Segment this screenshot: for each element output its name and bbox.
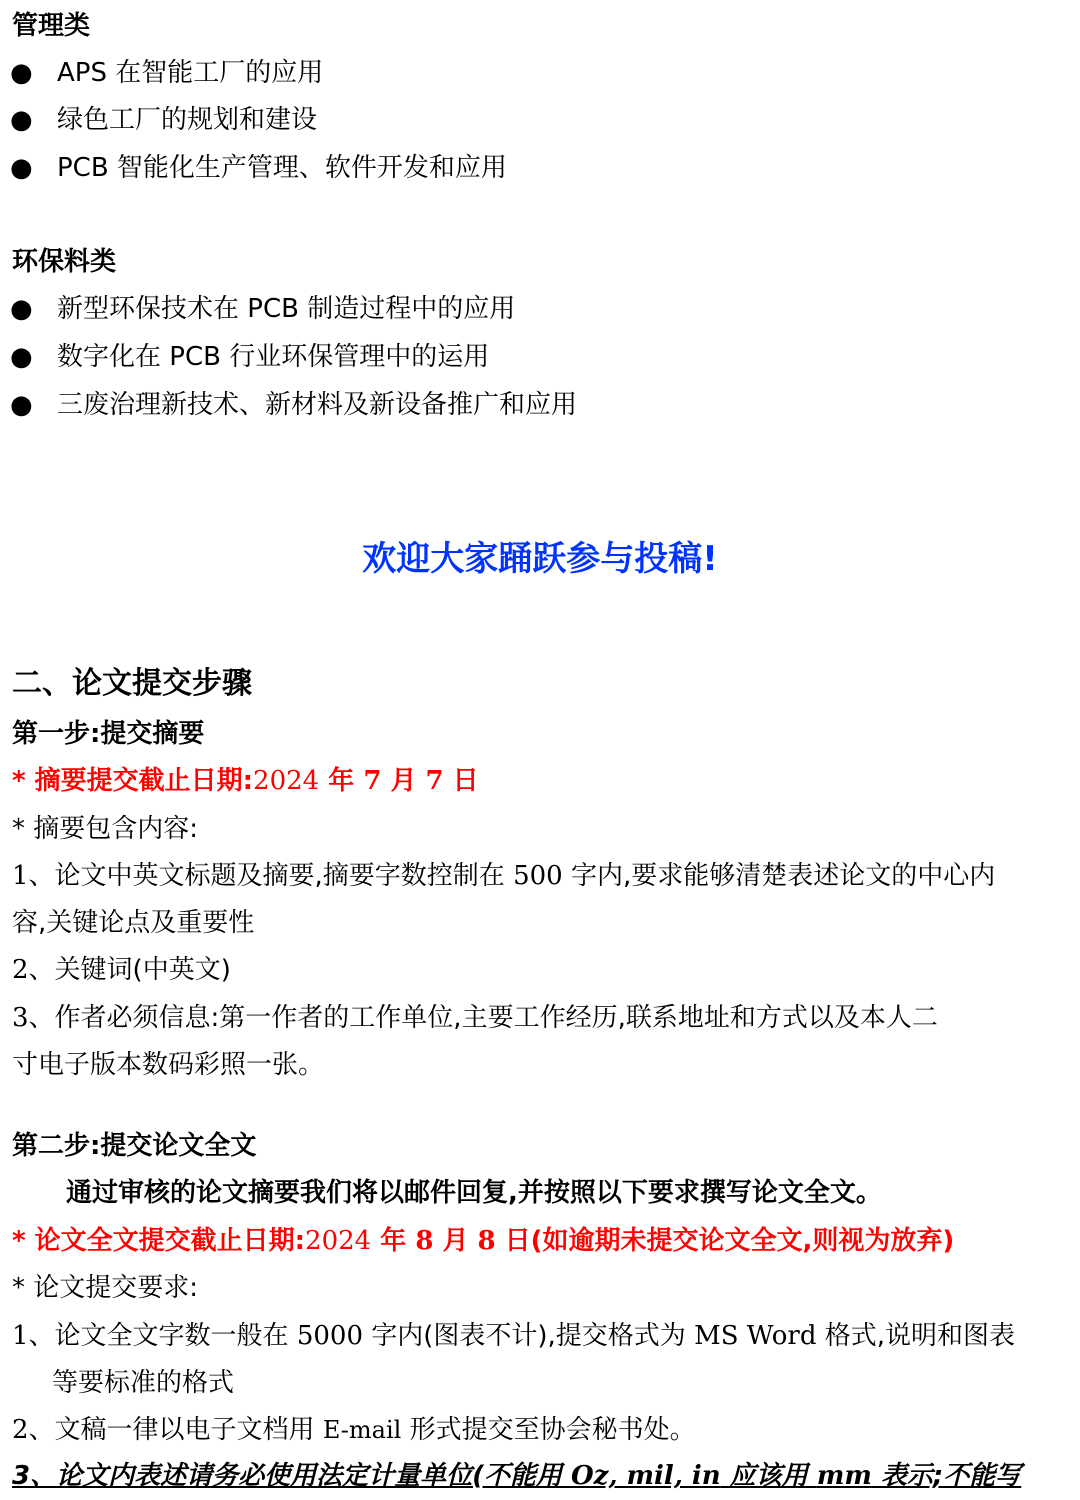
item-text: 、关键词(中英文): [28, 955, 231, 985]
abstract-item-1-cont: 容,关键论点及重要性: [12, 908, 255, 938]
deadline-month: 7: [363, 766, 382, 796]
step1-heading: 第一步:提交摘要: [12, 719, 205, 749]
deadline-text: 年: [319, 766, 364, 796]
req-item-2: [12, 1406, 1064, 1454]
section-heading: 二、论文提交步骤: [12, 666, 252, 701]
item-text: 形式提交至协会秘书处。: [401, 1415, 696, 1445]
item-number: 5000: [296, 1321, 363, 1351]
deadline-year: 2024: [253, 766, 320, 796]
req-item-1-cont: 等要标准的格式: [52, 1368, 235, 1398]
mgmt-item-3: PCB 智能化生产管理、软件开发和应用: [57, 153, 507, 183]
item-text: 、作者必须信息:第一作者的工作单位,主要工作经历,联系地址和方式以及本人二: [28, 1003, 938, 1033]
step2-heading: 第二步:提交论文全文: [12, 1131, 257, 1161]
env-item-2: 数字化在 PCB 行业环保管理中的运用: [57, 342, 490, 372]
item-text: 表示;不能写: [871, 1461, 1022, 1491]
abstract-deadline: [12, 757, 1064, 805]
bullet-icon: ●: [10, 390, 33, 420]
req-item-1: [12, 1312, 1064, 1360]
item-text: 应该用: [720, 1461, 817, 1491]
unit-mm: mm: [816, 1461, 872, 1491]
item-text: 、论文中英文标题及摘要,摘要字数控制在: [28, 861, 514, 891]
deadline-text: 日(如逾期未提交论文全文,则视为放弃): [495, 1226, 955, 1256]
mgmt-item-1: APS 在智能工厂的应用: [57, 58, 324, 88]
item-text: 字内(图表不计),提交格式为: [362, 1321, 695, 1351]
item-number: 2: [12, 1415, 29, 1445]
bullet-icon: ●: [10, 58, 33, 88]
deadline-day: 7: [425, 766, 444, 796]
abstract-contents-label: * 摘要包含内容:: [12, 814, 199, 844]
deadline-day: 8: [477, 1226, 496, 1256]
mgmt-heading: 管理类: [12, 11, 91, 41]
env-heading: 环保料类: [12, 247, 117, 277]
deadline-year: 2024: [305, 1226, 372, 1256]
item-number: 500: [513, 861, 563, 891]
abstract-item-1: [12, 852, 1064, 900]
item-number: 2: [12, 955, 29, 985]
abstract-item-3: [12, 994, 1064, 1042]
bullet-icon: ●: [10, 294, 33, 324]
bullet-icon: ●: [10, 105, 33, 135]
env-item-1: 新型环保技术在 PCB 制造过程中的应用: [57, 294, 516, 324]
welcome-banner: 欢迎大家踊跃参与投稿!: [362, 539, 718, 579]
deadline-text: 年: [371, 1226, 416, 1256]
fulltext-deadline: [12, 1217, 1064, 1265]
deadline-month: 8: [415, 1226, 434, 1256]
item-number: 1: [12, 1321, 29, 1351]
format-name: MS Word: [694, 1321, 817, 1351]
deadline-text: 日: [443, 766, 479, 796]
bullet-icon: ●: [10, 342, 33, 372]
deadline-text: 月: [433, 1226, 478, 1256]
item-number: 3: [12, 1003, 29, 1033]
bullet-icon: ●: [10, 153, 33, 183]
step2-intro: 通过审核的论文摘要我们将以邮件回复,并按照以下要求撰写论文全文。: [66, 1178, 882, 1208]
item-text: 格式,说明和图表: [816, 1321, 1015, 1351]
abstract-item-3-cont: 寸电子版本数码彩照一张。: [12, 1050, 325, 1080]
abstract-item-2: [12, 946, 1064, 994]
req-label: * 论文提交要求:: [12, 1273, 199, 1303]
mgmt-item-2: 绿色工厂的规划和建设: [57, 105, 318, 135]
env-item-3: 三废治理新技术、新材料及新设备推广和应用: [57, 390, 578, 420]
deadline-label: * 论文全文提交截止日期:: [12, 1226, 306, 1256]
item-text: 、论文全文字数一般在: [28, 1321, 297, 1351]
unit-list: Oz, mil, in: [571, 1461, 721, 1491]
item-text: 3、论文内表述请务必使用法定计量单位(不能用: [12, 1461, 572, 1491]
req-item-3: [12, 1452, 1064, 1500]
deadline-text: 月: [381, 766, 426, 796]
deadline-label: * 摘要提交截止日期:: [12, 766, 254, 796]
item-text: 字内,要求能够清楚表述论文的中心内: [562, 861, 996, 891]
item-number: 1: [12, 861, 29, 891]
item-text: 、文稿一律以电子文档用: [28, 1415, 323, 1445]
email-term: E-mail: [322, 1416, 402, 1444]
